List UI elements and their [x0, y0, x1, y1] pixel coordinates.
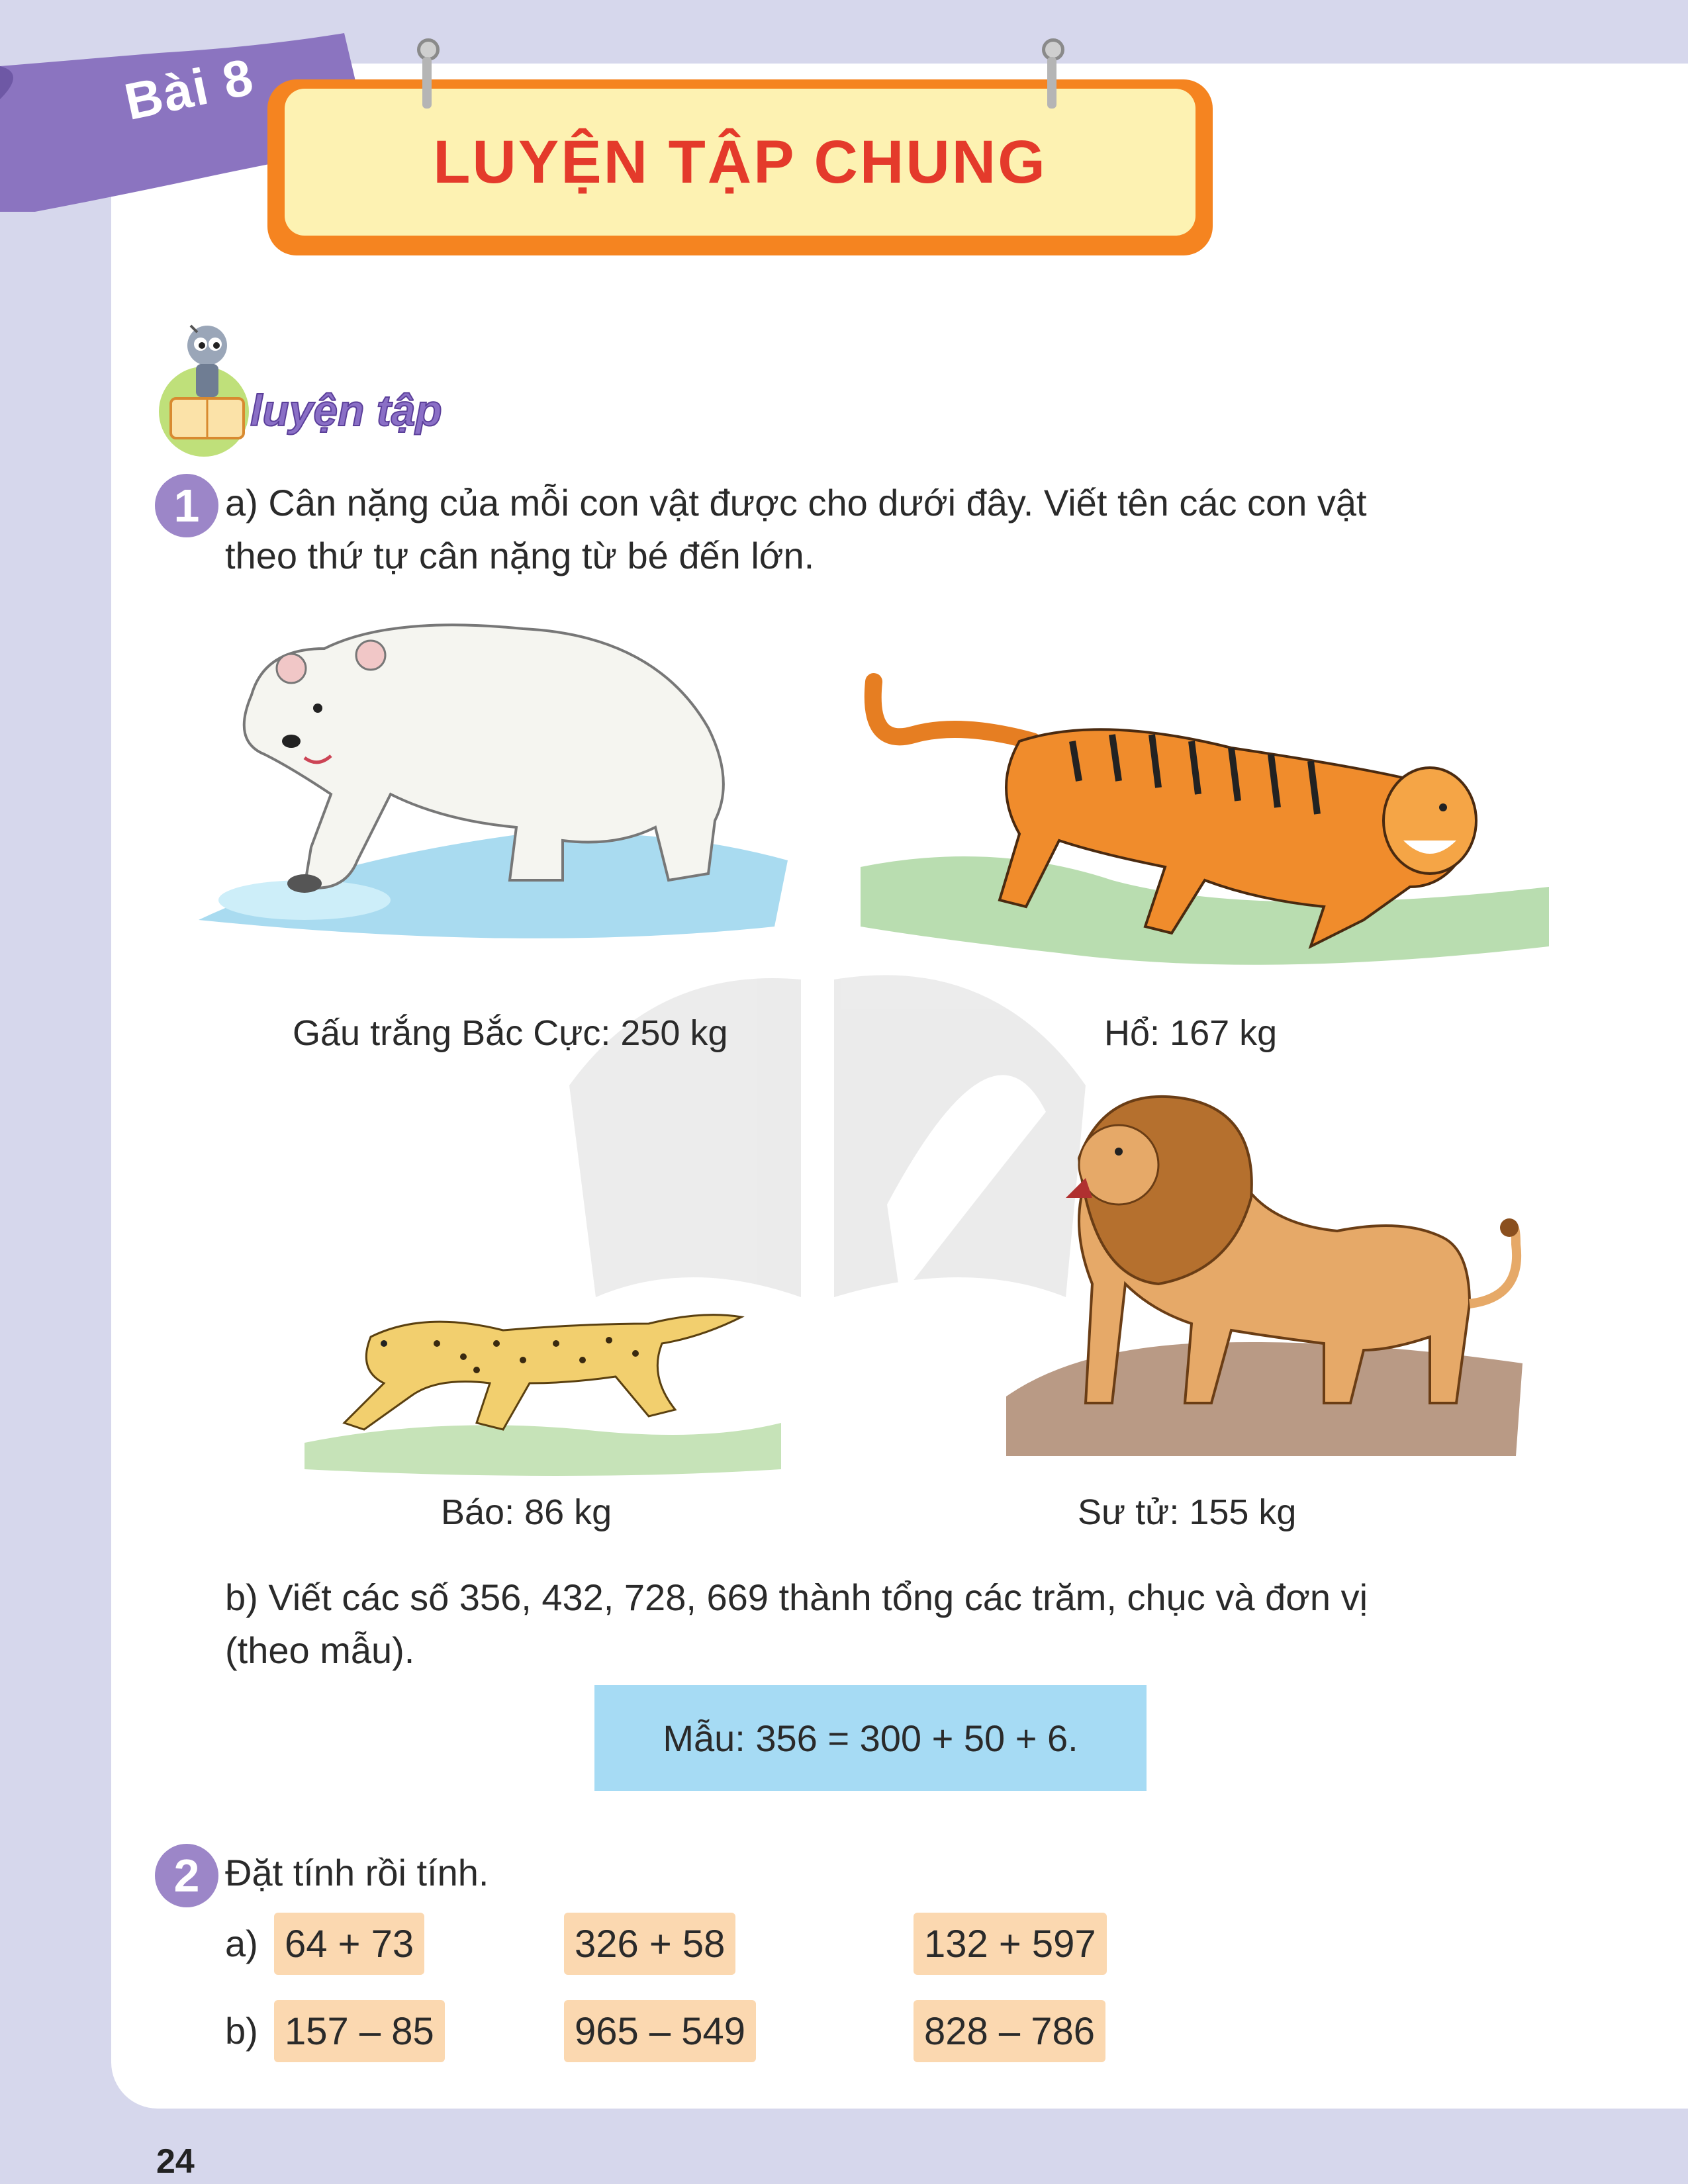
calc-item: 64 + 73: [274, 1913, 424, 1975]
page-title: LUYỆN TẬP CHUNG: [433, 128, 1047, 196]
pin-icon: [416, 38, 440, 111]
exercise1-instruction-line2: theo thứ tự cân nặng từ bé đến lớn.: [225, 535, 815, 576]
section-label: luyện tập: [250, 386, 442, 435]
page-number: 24: [156, 2142, 195, 2181]
lesson-number: Bài 8: [119, 47, 259, 132]
calc-item: 157 – 85: [274, 2000, 445, 2062]
practice-badge: [151, 319, 495, 458]
calc-item: 132 + 597: [914, 1913, 1107, 1975]
animal-caption: Sư tử: 155 kg: [1078, 1492, 1297, 1532]
animal-caption: Báo: 86 kg: [441, 1492, 612, 1532]
calc-item: 326 + 58: [564, 1913, 735, 1975]
calc-item: 965 – 549: [564, 2000, 756, 2062]
exercise1-instruction-line1: a) Cân nặng của mỗi con vật được cho dưới đây. Viết tên các con vật: [225, 482, 1367, 523]
animal-caption: Gấu trắng Bắc Cực: 250 kg: [293, 1013, 728, 1053]
exercise-number: 1: [155, 474, 218, 537]
pin-icon: [1041, 38, 1064, 111]
row-label: b): [225, 2010, 258, 2052]
exercise1-part-b-line1: b) Viết các số 356, 432, 728, 669 thành tổng các trăm, chục và đơn vị: [225, 1576, 1368, 1618]
title-board: [267, 79, 1213, 255]
exercise2-instruction: Đặt tính rồi tính.: [225, 1852, 489, 1893]
tiger-illustration: [861, 668, 1556, 979]
row-label: a): [225, 1923, 258, 1964]
exercise-number: 2: [155, 1844, 218, 1907]
sample-text: Mẫu: 356 = 300 + 50 + 6.: [663, 1717, 1078, 1759]
cheetah-illustration: [305, 1297, 781, 1482]
animal-caption: Hổ: 167 kg: [1104, 1013, 1278, 1053]
lion-illustration: [993, 1085, 1536, 1482]
polar-bear-illustration: [192, 609, 808, 953]
sample-box: [594, 1685, 1147, 1791]
calc-item: 828 – 786: [914, 2000, 1105, 2062]
exercise1-part-b-line2: (theo mẫu).: [225, 1629, 415, 1671]
